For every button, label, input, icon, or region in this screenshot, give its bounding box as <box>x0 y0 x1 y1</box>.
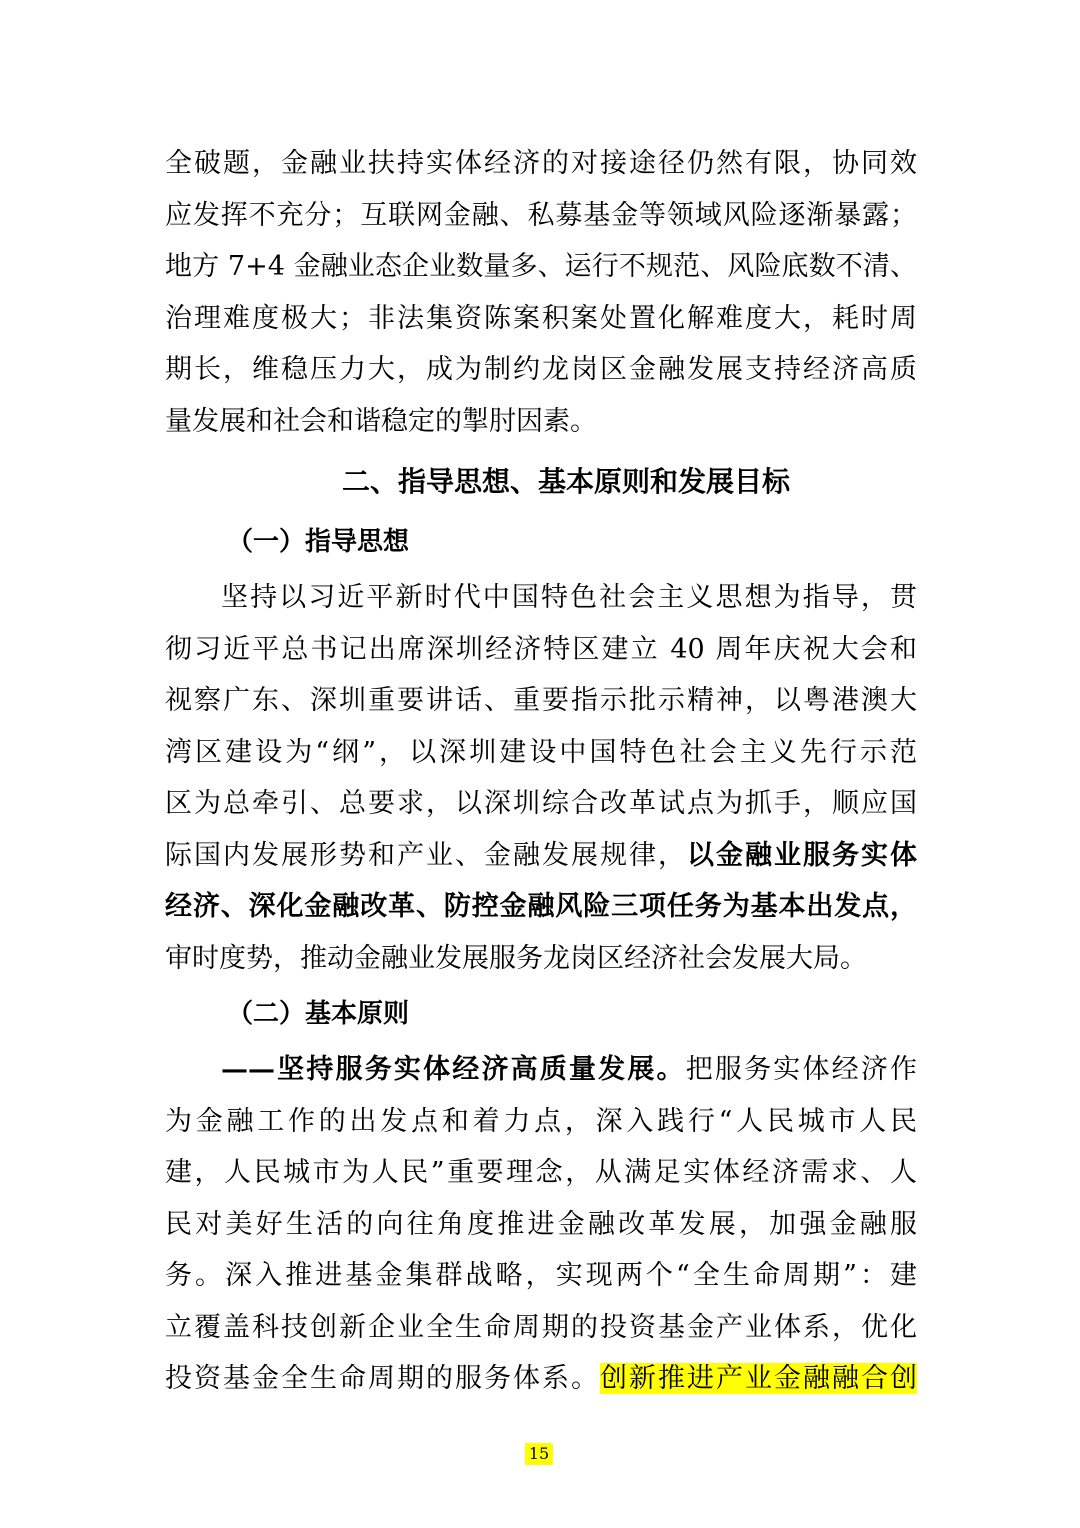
text-run: 把服务实体经济作 <box>685 1054 917 1085</box>
text-line: 务。深入推进基金集群战略，实现两个“全生命周期”：建 <box>165 1260 917 1291</box>
text-line: 彻习近平总书记出席深圳经济特区建立 40 周年庆祝大会和 <box>165 633 917 665</box>
text-line: 区为总牵引、总要求，以深圳综合改革试点为抓手，顺应国 <box>165 788 917 819</box>
text-line: 立覆盖科技创新企业全生命周期的投资基金产业体系，优化 <box>165 1311 917 1343</box>
text-line: 量发展和社会和谐稳定的掣肘因素。 <box>165 405 597 437</box>
text-line <box>165 830 917 882</box>
paragraph-basic-principles <box>165 1044 917 1405</box>
document-page <box>165 138 917 1405</box>
text-line <box>165 1044 917 1096</box>
text-line: 全破题，金融业扶持实体经济的对接途径仍然有限，协同效 <box>165 148 917 179</box>
text-line <box>165 1353 917 1405</box>
bold-text-run: 以金融业服务实体 <box>687 839 917 871</box>
text-line: 视察广东、深圳重要讲话、重要指示批示精神，以粤港澳大 <box>165 685 917 716</box>
text-run: 投资基金全生命周期的服务体系。 <box>165 1363 600 1394</box>
text-line: 为金融工作的出发点和着力点，深入践行“人民城市人民 <box>165 1105 917 1137</box>
bold-text-line: 经济、深化金融改革、防控金融风险三项任务为基本出发点， <box>165 891 917 922</box>
text-line: 期长，维稳压力大，成为制约龙岗区金融发展支持经济高质 <box>165 354 917 385</box>
text-line: 应发挥不充分；互联网金融、私募基金等领域风险逐渐暴露； <box>165 199 917 231</box>
subsection-heading-guiding-ideology: （一）指导思想 <box>227 527 410 557</box>
section-heading: 二、指导思想、基本原则和发展目标 <box>341 465 790 498</box>
text-line: 审时度势，推动金融业发展服务龙岗区经济社会发展大局。 <box>165 942 867 974</box>
text-line: 地方 7+4 金融业态企业数量多、运行不规范、风险底数不清、 <box>165 251 917 282</box>
page-number: 15 <box>525 1443 553 1465</box>
text-line: 治理难度极大；非法集资陈案积案处置化解难度大，耗时周 <box>165 302 917 334</box>
text-run: 际国内发展形势和产业、金融发展规律， <box>165 839 687 871</box>
paragraph-risks <box>165 138 917 447</box>
text-line: 民对美好生活的向往角度推进金融改革发展，加强金融服 <box>165 1208 917 1240</box>
principle-heading: ——坚持服务实体经济高质量发展。 <box>221 1054 686 1085</box>
text-line: 湾区建设为“纲”，以深圳建设中国特色社会主义先行示范 <box>165 736 917 768</box>
subsection-heading-basic-principles: （二）基本原则 <box>227 999 410 1029</box>
text-line: 建，人民城市为人民”重要理念，从满足实体经济需求、人 <box>165 1157 917 1188</box>
highlighted-text-run: 创新推进产业金融融合创 <box>600 1363 917 1394</box>
text-line: 坚持以习近平新时代中国特色社会主义思想为指导，贯 <box>221 582 917 613</box>
paragraph-guiding-ideology <box>165 572 917 984</box>
